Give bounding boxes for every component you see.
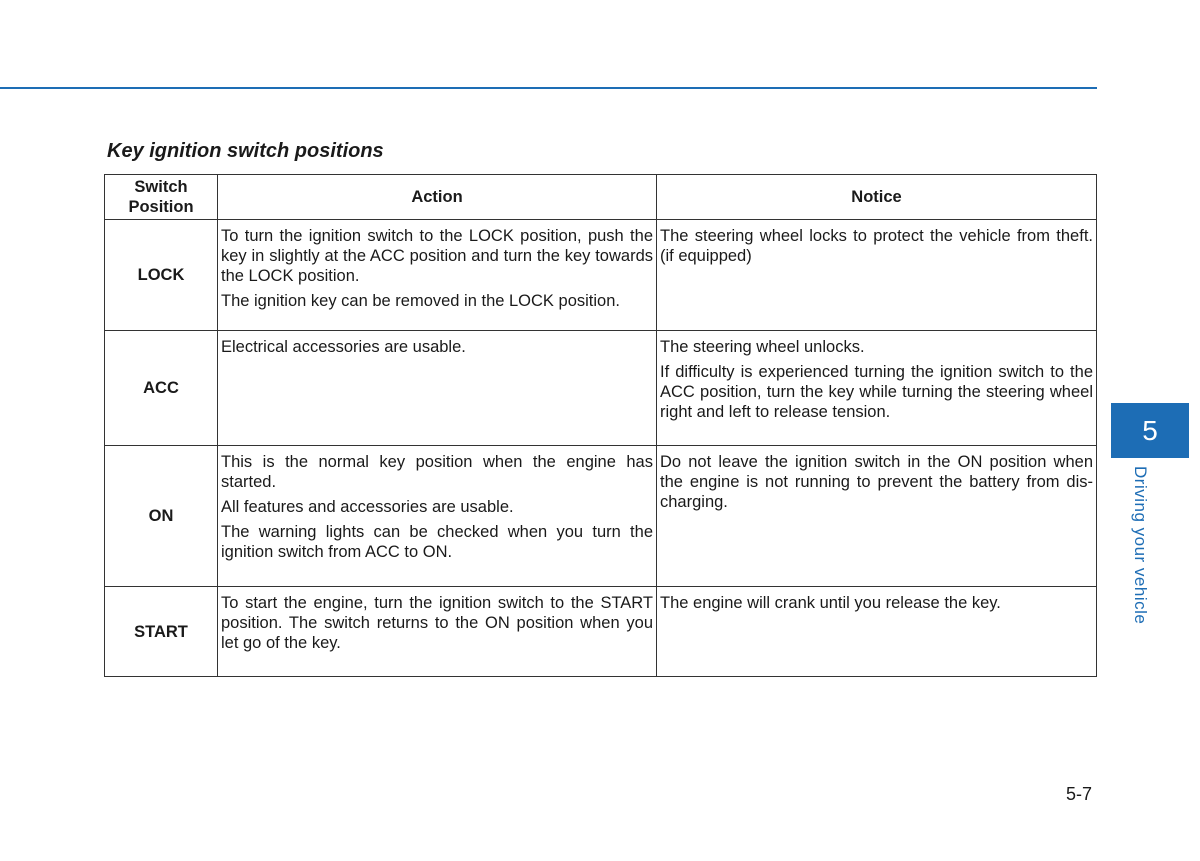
action-text: This is the normal key position when the engine has started. bbox=[221, 453, 653, 491]
table-row bbox=[105, 220, 1097, 331]
page-number: 5-7 bbox=[1066, 784, 1093, 804]
table-row bbox=[105, 446, 1097, 587]
table-row bbox=[105, 331, 1097, 446]
header-action: Action bbox=[218, 175, 657, 220]
notice-cell bbox=[657, 446, 1097, 587]
table-row bbox=[105, 587, 1097, 677]
action-text: Electrical accessories are usable. bbox=[221, 338, 466, 356]
header-switch-position: Switch Position bbox=[105, 175, 218, 220]
notice-text: The engine will crank until you release the key. bbox=[660, 594, 1001, 612]
chapter-number-tab: 5 bbox=[1111, 403, 1189, 458]
action-text: To start the engine, turn the ignition switch to the START position. The switch returns to the ON position when you let go of the key. bbox=[221, 594, 653, 652]
position-cell: ACC bbox=[105, 331, 218, 446]
notice-text: The steering wheel locks to protect the vehicle from theft. (if equipped) bbox=[660, 227, 1093, 265]
ignition-positions-table bbox=[104, 174, 1097, 677]
notice-text: Do not leave the ignition switch in the ON position when the engine is not running to prevent the battery from dis-charging. bbox=[660, 453, 1093, 511]
chapter-label: Driving your vehicle bbox=[1131, 466, 1150, 625]
action-text: The warning lights can be checked when you turn the ignition switch from ACC to ON. bbox=[221, 523, 653, 561]
action-text: To turn the ignition switch to the LOCK position, push the key in slightly at the ACC position and turn the key towards the LOCK position. bbox=[221, 227, 653, 285]
table-header-row bbox=[105, 175, 1097, 220]
notice-cell bbox=[657, 331, 1097, 446]
notice-cell bbox=[657, 587, 1097, 677]
top-rule bbox=[0, 87, 1097, 89]
position-cell: START bbox=[105, 587, 218, 677]
notice-text: If difficulty is experienced turning the ignition switch to the ACC position, turn the key while turning the steering wheel right and left to release tension. bbox=[660, 363, 1093, 421]
action-cell bbox=[218, 220, 657, 331]
position-cell: LOCK bbox=[105, 220, 218, 331]
notice-text: The steering wheel unlocks. bbox=[660, 338, 865, 356]
action-cell bbox=[218, 587, 657, 677]
notice-cell bbox=[657, 220, 1097, 331]
action-text: The ignition key can be removed in the LOCK position. bbox=[221, 292, 620, 310]
action-text: All features and accessories are usable. bbox=[221, 498, 514, 516]
action-cell bbox=[218, 446, 657, 587]
header-notice: Notice bbox=[657, 175, 1097, 220]
section-title: Key ignition switch positions bbox=[107, 140, 384, 162]
position-cell: ON bbox=[105, 446, 218, 587]
action-cell bbox=[218, 331, 657, 446]
